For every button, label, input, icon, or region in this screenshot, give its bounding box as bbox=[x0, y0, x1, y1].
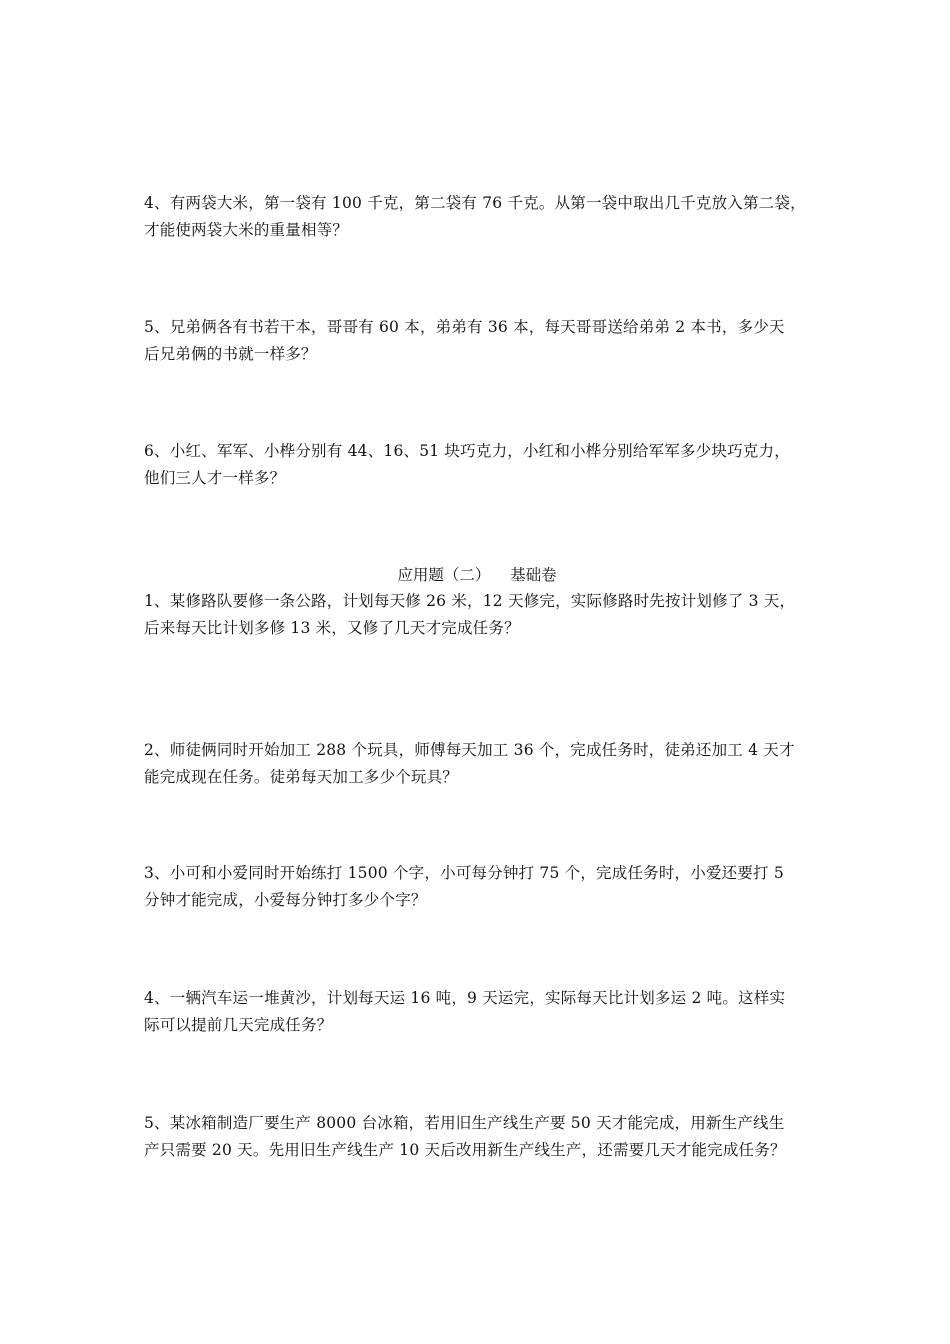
problem-text-line: 1、某修路队要修一条公路，计划每天修 26 米，12 天修完，实际修路时先按计划修了 3 天， bbox=[144, 592, 796, 610]
problem-text-line: 后来每天比计划多修 13 米，又修了几天才完成任务？ bbox=[144, 619, 520, 637]
problem-3-typing bbox=[144, 860, 810, 914]
problem-text-line: 3、小可和小爱同时开始练打 1500 个字，小可每分钟打 75 个，完成任务时，小爱还要打 5 bbox=[144, 864, 784, 882]
problem-4-rice-bags bbox=[144, 190, 810, 244]
problem-text-line: 4、一辆汽车运一堆黄沙，计划每天运 16 吨，9 天运完，实际每天比计划多运 2 吨。这样实 bbox=[144, 989, 786, 1007]
problem-5-refrigerators bbox=[144, 1110, 810, 1164]
problem-text-line: 2、师徒俩同时开始加工 288 个玩具，师傅每天加工 36 个，完成任务时，徒弟还加工 4 天才 bbox=[144, 741, 795, 759]
problem-text-line: 分钟才能完成，小爱每分钟打多少个字？ bbox=[144, 891, 427, 909]
problem-text-line: 能完成现在任务。徒弟每天加工多少个玩具？ bbox=[144, 768, 459, 786]
problem-text-line: 产只需要 20 天。先用旧生产线生产 10 天后改用新生产线生产，还需要几天才能完成任务？ bbox=[144, 1141, 786, 1159]
problem-1-road-crew bbox=[144, 588, 810, 642]
problem-text-line: 后兄弟俩的书就一样多？ bbox=[144, 345, 317, 363]
problem-text-line: 际可以提前几天完成任务？ bbox=[144, 1016, 333, 1034]
problem-2-toys bbox=[144, 737, 810, 791]
problem-text-line: 才能使两袋大米的重量相等？ bbox=[144, 221, 349, 239]
problem-text-line: 6、小红、军军、小桦分别有 44、16、51 块巧克力，小红和小桦分别给军军多少块巧克力， bbox=[144, 442, 790, 460]
problem-text-line: 4、有两袋大米，第一袋有 100 千克，第二袋有 76 千克。从第一袋中取出几千克放入第二袋， bbox=[144, 194, 806, 212]
problem-4-sand-truck bbox=[144, 985, 810, 1039]
section-title: 应用题（二） 基础卷 bbox=[397, 566, 557, 584]
problem-text-line: 5、某冰箱制造厂要生产 8000 台冰箱，若用旧生产线生产要 50 天才能完成，用新生产线生 bbox=[144, 1114, 785, 1132]
problem-text-line: 他们三人才一样多？ bbox=[144, 469, 286, 487]
problem-5-brothers-books bbox=[144, 314, 810, 368]
problem-text-line: 5、兄弟俩各有书若干本，哥哥有 60 本，弟弟有 36 本，每天哥哥送给弟弟 2 本书，多少天 bbox=[144, 318, 785, 336]
problem-6-chocolates bbox=[144, 438, 810, 492]
